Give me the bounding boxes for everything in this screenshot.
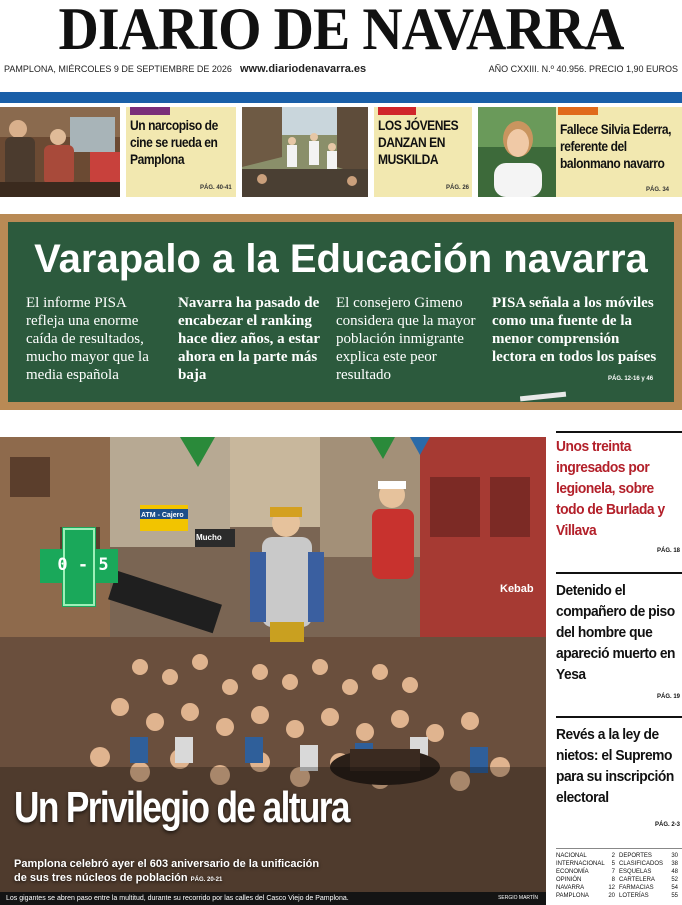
chalk-stick-icon — [520, 390, 590, 402]
edition-info: AÑO CXXIII. N.º 40.956. PRECIO 1,90 EUROS — [488, 64, 678, 74]
index-entry[interactable]: CLASIFICADOS 38 — [619, 861, 678, 867]
teaser-2-photo[interactable] — [242, 107, 368, 197]
dateline: PAMPLONA, MIÉRCOLES 9 DE SEPTIEMBRE DE 2026 — [4, 64, 232, 74]
index-entry[interactable]: FARMACIAS 54 — [619, 885, 678, 891]
teaser-2-title[interactable]: LOS JÓVENES DANZAN EN MUSKILDA — [378, 117, 459, 167]
index-row — [556, 884, 682, 892]
sidebar-story-3-page: PÁG. 2-3 — [654, 822, 680, 828]
index-entry[interactable]: ESQUELAS 48 — [619, 869, 678, 875]
teaser-2-accent — [378, 107, 416, 115]
index-row — [556, 852, 682, 860]
sidebar-story-1[interactable]: Unos treinta ingresados por legionela, sobre todo de Burlada y Villava — [556, 438, 665, 539]
kebab-sign: Kebab — [500, 583, 534, 595]
masthead-bar — [0, 92, 682, 103]
index-row — [556, 876, 682, 884]
section-index — [556, 852, 682, 900]
teaser-3-title[interactable]: Fallece Silvia Ederra, referente del balonmano navarro — [560, 121, 672, 171]
index-row — [556, 868, 682, 876]
atm-sign: ATM - Cajero — [141, 512, 184, 519]
teaser-1[interactable] — [126, 107, 236, 197]
index-entry[interactable]: INTERNACIONAL 5 — [556, 861, 615, 867]
shop-sign: Mucho — [196, 533, 222, 542]
photo-subhead — [14, 857, 334, 887]
sidebar-rule-2 — [556, 572, 682, 574]
photo-caption-bar — [0, 892, 546, 905]
photo-subhead-text: Pamplona celebró ayer el 603 aniversario de la unificación de sus tres núcleos de población — [14, 858, 320, 884]
teaser-1-accent — [130, 107, 170, 115]
index-entry[interactable]: LOTERÍAS 55 — [619, 893, 678, 899]
index-row — [556, 892, 682, 900]
index-entry[interactable]: PAMPLONA 20 — [556, 893, 615, 899]
index-entry[interactable]: DEPORTES 30 — [619, 853, 678, 859]
teaser-1-title[interactable]: Un narcopiso de cine se rueda en Pamplona — [130, 117, 218, 167]
lead-col-3: El consejero Gimeno considera que la mayor población inmigrante explica este peor resultado — [336, 295, 476, 383]
lead-headline[interactable]: Varapalo a la Educación navarra — [34, 237, 648, 281]
teaser-2[interactable] — [374, 107, 472, 197]
teaser-2-page: PÁG. 26 — [446, 185, 470, 191]
lead-col-2: Navarra ha pasado de encabezar el ranking hace diez años, a estar ahora en la parte más baja — [178, 295, 320, 383]
lead-col-1: El informe PISA refleja una enorme caída de resultados, mucho mayor que la media española — [26, 295, 149, 383]
photo-credit: SERGIO MARTÍN — [498, 895, 538, 901]
lead-page: PÁG. 12-16 y 46 — [608, 376, 654, 382]
index-entry[interactable]: NACIONAL 2 — [556, 853, 615, 859]
photo-headline[interactable]: Un Privilegio de altura — [14, 783, 349, 832]
sidebar-rule-4 — [556, 848, 682, 849]
masthead-title: DIARIO DE NAVARRA — [58, 0, 624, 62]
teaser-3[interactable] — [556, 107, 682, 197]
index-entry[interactable]: OPINIÓN 8 — [556, 877, 615, 883]
website-link[interactable]: www.diariodenavarra.es — [240, 63, 367, 75]
teaser-1-page: PÁG. 40-41 — [200, 185, 232, 191]
sidebar-rule-3 — [556, 716, 682, 718]
index-entry[interactable]: CARTELERA 52 — [619, 877, 678, 883]
sidebar-story-1-page: PÁG. 18 — [656, 548, 680, 554]
teaser-3-accent — [558, 107, 598, 115]
photo-caption: Los gigantes se abren paso entre la multitud, durante su recorrido por las calles del Casco Viejo de Pamplona. — [6, 895, 349, 902]
lead-col-4: PISA señala a los móviles como una fuente de la menor comprensión lectora en todos los países — [492, 295, 657, 365]
index-entry[interactable]: ECONOMÍA 7 — [556, 869, 615, 875]
sidebar-story-2[interactable]: Detenido el compañero de piso del hombre que apareció muerto en Yesa — [556, 582, 676, 683]
sidebar-rule-top — [556, 431, 682, 433]
teaser-1-photo[interactable] — [0, 107, 120, 197]
sidebar-story-2-page: PÁG. 19 — [656, 694, 680, 700]
photo-subhead-page: PÁG. 20-21 — [190, 877, 223, 883]
teaser-3-page: PÁG. 34 — [646, 187, 670, 193]
pharmacy-sign: 0 - 5 — [57, 555, 109, 575]
sidebar-story-3[interactable]: Revés a la ley de nietos: el Supremo para su inscripción electoral — [556, 726, 674, 806]
index-entry[interactable]: NAVARRA 12 — [556, 885, 615, 891]
index-row — [556, 860, 682, 868]
main-photo[interactable] — [0, 437, 546, 905]
teaser-3-photo[interactable] — [478, 107, 556, 197]
